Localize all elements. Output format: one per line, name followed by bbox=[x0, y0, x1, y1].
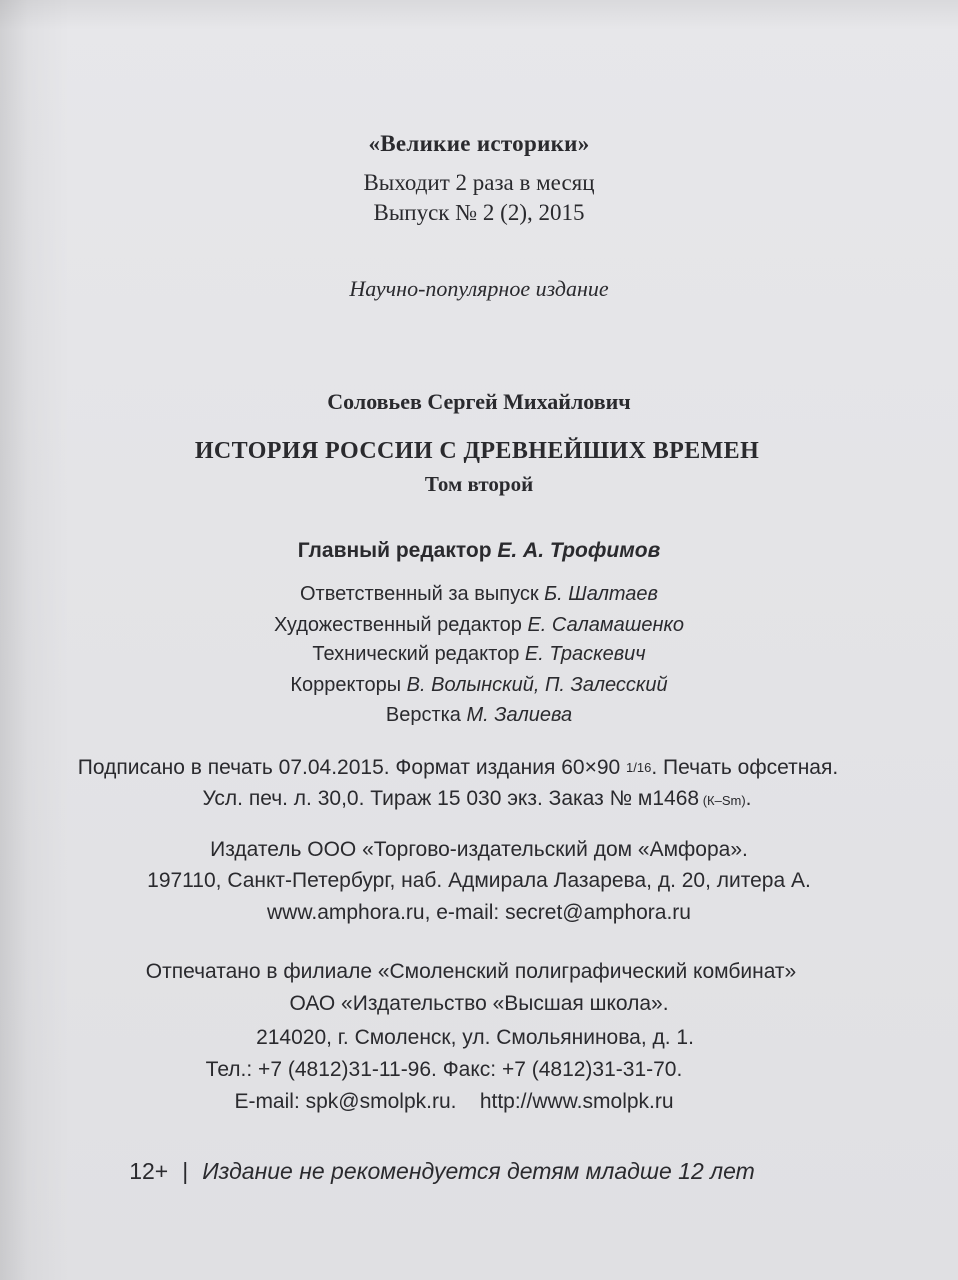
print-details-line bbox=[0, 787, 956, 811]
staff-role: Технический редактор bbox=[312, 643, 520, 665]
print-signed-prefix: Подписано в печать 07.04.2015. Формат издания 60×90 bbox=[77, 756, 627, 779]
order-code: (К–Sm) bbox=[699, 793, 746, 808]
volume-label: Том второй bbox=[424, 472, 534, 496]
age-rating-badge: 12+ bbox=[129, 1158, 169, 1184]
print-details-suffix: . bbox=[745, 787, 752, 810]
staff-role: Ответственный за выпуск bbox=[300, 583, 539, 605]
printed-at-email: E-mail: spk@smolpk.ru. bbox=[234, 1090, 457, 1113]
staff-name: Е. Траскевич bbox=[524, 643, 646, 665]
page-top-shadow bbox=[0, 0, 958, 30]
printed-at-site: http://www.smolpk.ru bbox=[479, 1090, 674, 1113]
staff-role: Художественный редактор bbox=[273, 614, 522, 636]
staff-line bbox=[0, 674, 958, 697]
age-rating-line bbox=[0, 1158, 921, 1185]
age-rating-text: Издание не рекомендуется детям младше 12 лет bbox=[202, 1158, 755, 1184]
author-name: Соловьев Сергей Михайлович bbox=[327, 389, 631, 414]
printed-at-web-line bbox=[0, 1090, 933, 1114]
print-details-prefix: Усл. печ. л. 30,0. Тираж 15 030 экз. Заказ № м1468 bbox=[202, 787, 700, 810]
printed-at-phones: Тел.: +7 (4812)31-11-96. Факс: +7 (4812)31-31-70. bbox=[205, 1058, 683, 1081]
staff-name: М. Залиева bbox=[466, 704, 573, 726]
age-rating-separator: | bbox=[182, 1158, 189, 1184]
print-signed-line bbox=[0, 756, 937, 780]
book-title: ИСТОРИЯ РОССИИ С ДРЕВНЕЙШИХ ВРЕМЕН bbox=[194, 438, 760, 464]
staff-line bbox=[0, 583, 958, 606]
edition-type: Научно-популярное издание bbox=[349, 276, 609, 301]
chief-editor-name: Е. А. Трофимов bbox=[497, 539, 661, 562]
series-issue: Выпуск № 2 (2), 2015 bbox=[373, 200, 585, 225]
staff-name: Е. Саламашенко bbox=[527, 614, 685, 636]
staff-role: Верстка bbox=[385, 704, 461, 726]
staff-name: Б. Шалтаев bbox=[544, 583, 658, 605]
staff-role: Корректоры bbox=[290, 674, 402, 696]
publisher-name: Издатель ООО «Торгово-издательский дом «Амфора». bbox=[210, 838, 748, 861]
format-fraction: 1/16 bbox=[626, 760, 652, 775]
printed-at-line: Отпечатано в филиале «Смоленский полиграфический комбинат» bbox=[145, 960, 797, 983]
series-title: «Великие историки» bbox=[368, 131, 590, 156]
staff-line bbox=[0, 704, 958, 727]
printed-at-address: 214020, г. Смоленск, ул. Смольянинова, д. 1. bbox=[256, 1026, 694, 1049]
chief-editor-line bbox=[0, 539, 958, 563]
printed-at-line: ОАО «Издательство «Высшая школа». bbox=[289, 992, 669, 1015]
staff-line bbox=[0, 643, 958, 666]
print-signed-suffix: . Печать офсетная. bbox=[651, 756, 839, 779]
series-frequency: Выходит 2 раза в месяц bbox=[363, 170, 595, 195]
staff-name: В. Волынский, П. Залесский bbox=[406, 674, 668, 696]
staff-line bbox=[0, 614, 958, 637]
publisher-contacts: www.amphora.ru, e-mail: secret@amphora.ru bbox=[267, 901, 691, 924]
publisher-address: 197110, Санкт-Петербург, наб. Адмирала Лазарева, д. 20, литера А. bbox=[147, 869, 811, 892]
chief-editor-role: Главный редактор bbox=[297, 539, 492, 562]
